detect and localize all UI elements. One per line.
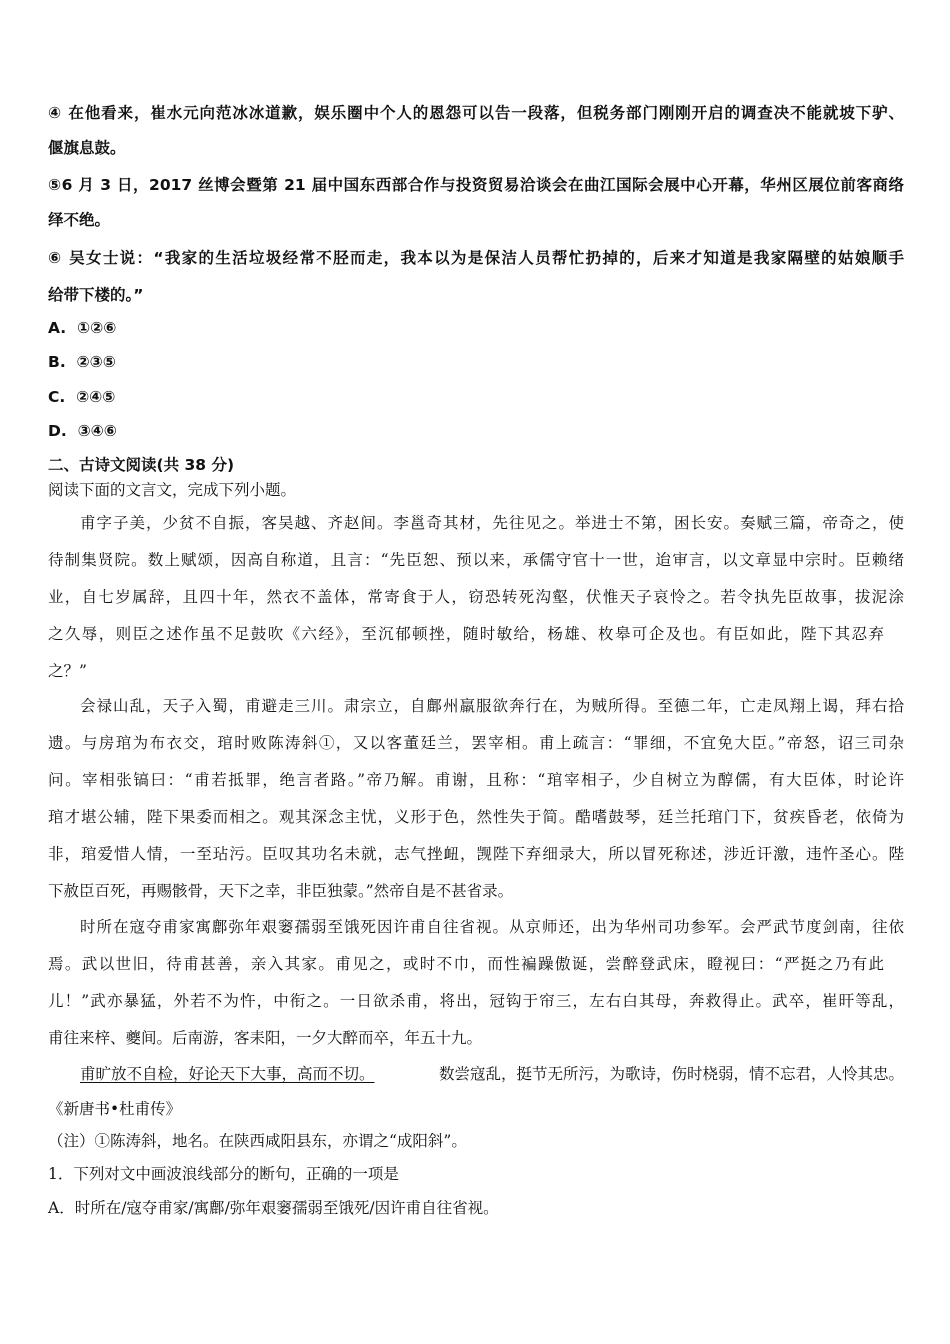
passage-p2-line6: 下赦臣百死，再赐骸骨，天下之幸，非臣独蒙。”然帝自是不甚省录。 xyxy=(48,882,514,900)
passage-note: （注）①陈涛斜，地名。在陕西咸阳县东，亦谓之“成阳斜”。 xyxy=(48,1132,467,1150)
passage-p3-line2: 焉。武以世旧，待甫甚善，亲入其家。甫见之，或时不巾，而性褊躁傲诞，尝醉登武床，瞪视曰：“严挺之乃有此 xyxy=(48,955,884,973)
option-b[interactable] xyxy=(48,352,116,372)
section-instruction: 阅读下面的文言文，完成下列小题。 xyxy=(48,481,297,499)
question-option-a[interactable]: A．时所在/寇夺甫家/寓鄜/弥年艰窭孺弱至饿死/因许甫自往省视。 xyxy=(48,1199,499,1217)
option-b-text: ②③⑤ xyxy=(76,353,116,371)
passage-p1-line3: 业，自七岁属辞，且四十年，然衣不盖体，常寄食于人，窃恐转死沟壑，伏惟天子哀怜之。若令执先臣故事，拔泥涂 xyxy=(48,588,904,606)
passage-p2-line1: 会禄山乱，天子入蜀，甫避走三川。肃宗立，自鄜州羸服欲奔行在，为贼所得。至德二年，亡走凤翔上谒，拜右拾 xyxy=(80,697,904,715)
option-d[interactable] xyxy=(48,421,117,441)
sentence-6-line1: ⑥ 吴女士说：“我家的生活垃圾经常不胫而走，我本以为是保洁人员帮忙扔掉的，后来才知道是我家隔壁的姑娘顺手 xyxy=(48,249,904,267)
passage-p2-line3: 问。宰相张镐曰：“甫若抵罪，绝言者路。”帝乃解。甫谢，且称：“琯宰相子，少自树立为醇儒，有大臣体，时论许 xyxy=(48,771,904,789)
option-b-letter: B. xyxy=(48,353,66,371)
option-c[interactable] xyxy=(48,387,115,407)
passage-p1-line1: 甫字子美，少贫不自振，客吴越、齐赵间。李邕奇其材，先往见之。举进士不第，困长安。奏赋三篇，帝奇之，使 xyxy=(80,514,904,532)
sentence-4-line1: ④ 在他看来，崔水元向范冰冰道歉，娱乐圈中个人的恩怨可以告一段落，但税务部门刚刚开启的调查决不能就坡下驴、 xyxy=(48,104,904,122)
passage-p3-line3: 儿！”武亦暴猛，外若不为忤，中衔之。一日欲杀甫，将出，冠钩于帘三，左右白其母，奔救得止。武卒，崔旰等乱， xyxy=(48,992,904,1010)
option-a[interactable] xyxy=(48,318,116,338)
sentence-6-line2: 给带下楼的。” xyxy=(48,286,144,304)
sentence-5-line2: 绎不绝。 xyxy=(48,211,111,229)
passage-p2-line2: 遗。与房琯为布衣交，琯时败陈涛斜①，又以客董廷兰，罢宰相。甫上疏言：“罪细，不宜免大臣。”帝怒，诏三司杂 xyxy=(48,734,904,752)
passage-p1-line5: 之？” xyxy=(48,662,87,680)
option-a-text: ①②⑥ xyxy=(76,319,117,337)
passage-source: 《新唐书•杜甫传》 xyxy=(48,1100,182,1118)
passage-p4-rest: 数尝寇乱，挺节无所污，为歌诗，伤时桡弱，情不忘君，人怜其忠。 xyxy=(438,1065,904,1083)
passage-p3-line1: 时所在寇夺甫家寓鄜弥年艰窭孺弱至饿死因许甫自往省视。从京师还，出为华州司功参军。会严武节度剑南，往依 xyxy=(80,918,904,936)
sentence-4-line2: 偃旗息鼓。 xyxy=(48,139,126,157)
option-a-letter: A. xyxy=(48,319,67,337)
underlined-phrase: 甫旷放不自检，好论天下大事，高而不切。 xyxy=(80,1065,375,1083)
option-c-letter: C. xyxy=(48,388,66,406)
option-d-letter: D. xyxy=(48,422,67,440)
passage-p2-line5: 非，琯爱惜人情，一至玷污。臣叹其功名未就，志气挫衄，觊陛下弃细录大，所以冒死称述，涉近讦激，违忤圣心。陛 xyxy=(48,845,904,863)
passage-p3-line4: 甫往来梓、夔间。后南游，客耒阳，一夕大醉而卒，年五十九。 xyxy=(48,1029,483,1047)
question-stem: 1．下列对文中画波浪线部分的断句，正确的一项是 xyxy=(48,1165,399,1183)
section-heading: 二、古诗文阅读(共 38 分) xyxy=(48,456,235,474)
passage-p2-line4: 琯才堪公辅，陛下果委而相之。观其深念主忧，义形于色，然性失于简。酷嗜鼓琴，廷兰托琯门下，贫疾昏老，依倚为 xyxy=(48,808,904,826)
passage-p1-line4: 之久辱，则臣之述作虽不足鼓吹《六经》，至沉郁顿挫，随时敏给，杨雄、枚皋可企及也。有臣如此，陛下其忍弃 xyxy=(48,625,884,643)
option-d-text: ③④⑥ xyxy=(77,422,117,440)
option-c-text: ②④⑤ xyxy=(76,388,116,406)
passage-p1-line2: 待制集贤院。数上赋颂，因高自称道，且言：“先臣恕、预以来，承儒守官十一世，迨审言，以文章显中宗时。臣赖绪 xyxy=(48,551,904,569)
sentence-5-line1: ⑤6 月 3 日，2017 丝博会暨第 21 届中国东西部合作与投资贸易洽谈会在曲江国际会展中心开幕，华州区展位前客商络 xyxy=(48,176,904,194)
passage-p4-line1 xyxy=(80,1064,904,1084)
